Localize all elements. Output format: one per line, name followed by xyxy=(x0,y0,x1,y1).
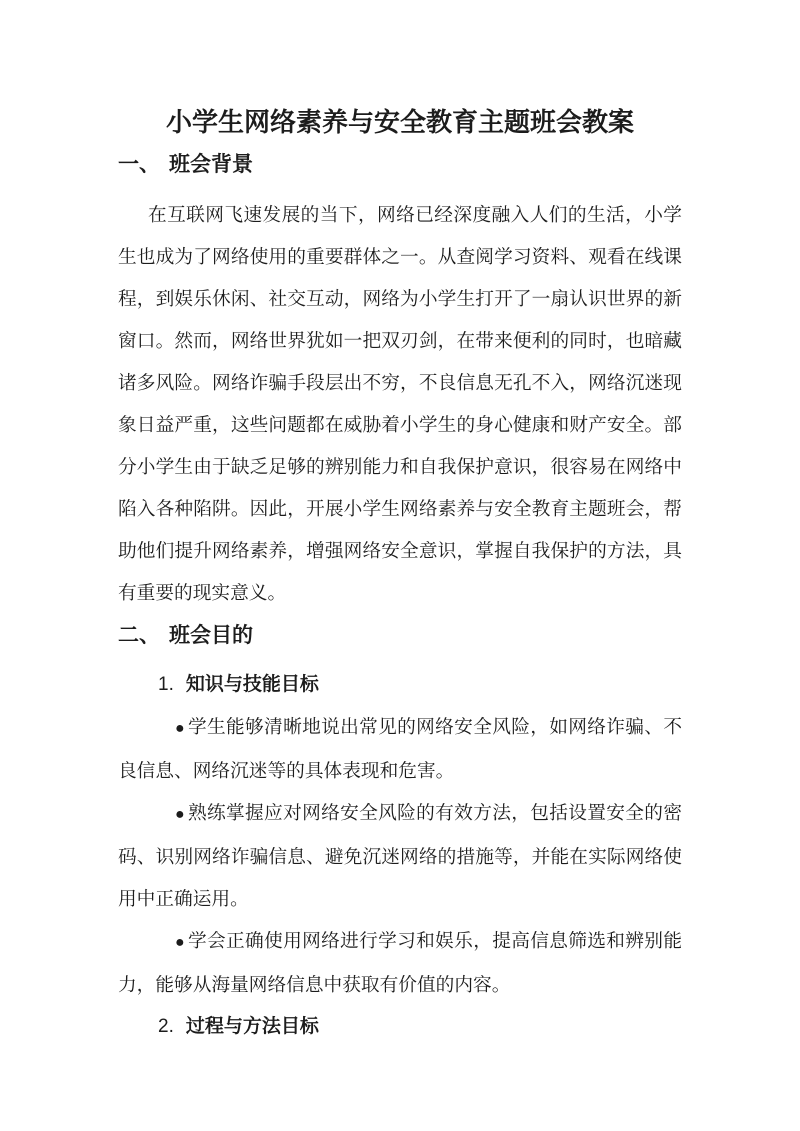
bullet-icon: ● xyxy=(175,934,185,951)
bullet-text: 学生能够清晰地说出常见的网络安全风险，如网络诈骗、不良信息、网络沉迷等的具体表现和危害。 xyxy=(118,716,683,781)
background-paragraph: 在互联网飞速发展的当下，网络已经深度融入人们的生活，小学生也成为了网络使用的重要群体之一。从查阅学习资料、观看在线课程，到娱乐休闲、社交互动，网络为小学生打开了一扇认识世界的新窗口。然而，网络世界犹如一把双刃剑，在带来便利的同时，也暗藏诸多风险。网络诈骗手段层出不穷，不良信息无孔不入，网络沉迷现象日益严重，这些问题都在威胁着小学生的身心健康和财产安全。部分小学生由于缺乏足够的辨别能力和自我保护意识，很容易在网络中陷入各种陷阱。因此，开展小学生网络素养与安全教育主题班会，帮助他们提升网络素养，增强网络安全意识，掌握自我保护的方法，具有重要的现实意义。 xyxy=(118,204,682,603)
list-item-label: 知识与技能目标 xyxy=(185,674,319,695)
bullet-icon: ● xyxy=(175,720,185,737)
list-item-number: 2. xyxy=(158,1016,174,1037)
section-number: 二、 xyxy=(118,624,160,647)
bullet-paragraph xyxy=(118,792,682,920)
section-title: 班会背景 xyxy=(169,153,253,176)
section-number: 一、 xyxy=(118,153,160,176)
bullet-icon: ● xyxy=(175,806,185,823)
bullet-paragraph xyxy=(118,920,682,1006)
list-item-heading-process-method xyxy=(118,1006,682,1048)
section-title: 班会目的 xyxy=(169,624,253,647)
list-item-label: 过程与方法目标 xyxy=(185,1016,319,1037)
section-heading-background xyxy=(118,144,682,186)
bullet-text: 学会正确使用网络进行学习和娱乐，提高信息筛选和辨别能力，能够从海量网络信息中获取有价值的内容。 xyxy=(118,930,683,995)
list-item-heading-knowledge-skills xyxy=(118,664,682,706)
document-title: 小学生网络素养与安全教育主题班会教案 xyxy=(165,107,634,137)
bullet-paragraph xyxy=(118,706,682,792)
bullet-text: 熟练掌握应对网络安全风险的有效方法，包括设置安全的密码、识别网络诈骗信息、避免沉迷网络的措施等，并能在实际网络使用中正确运用。 xyxy=(118,802,683,909)
section-heading-purpose xyxy=(118,615,682,657)
list-item-number: 1. xyxy=(158,674,174,695)
